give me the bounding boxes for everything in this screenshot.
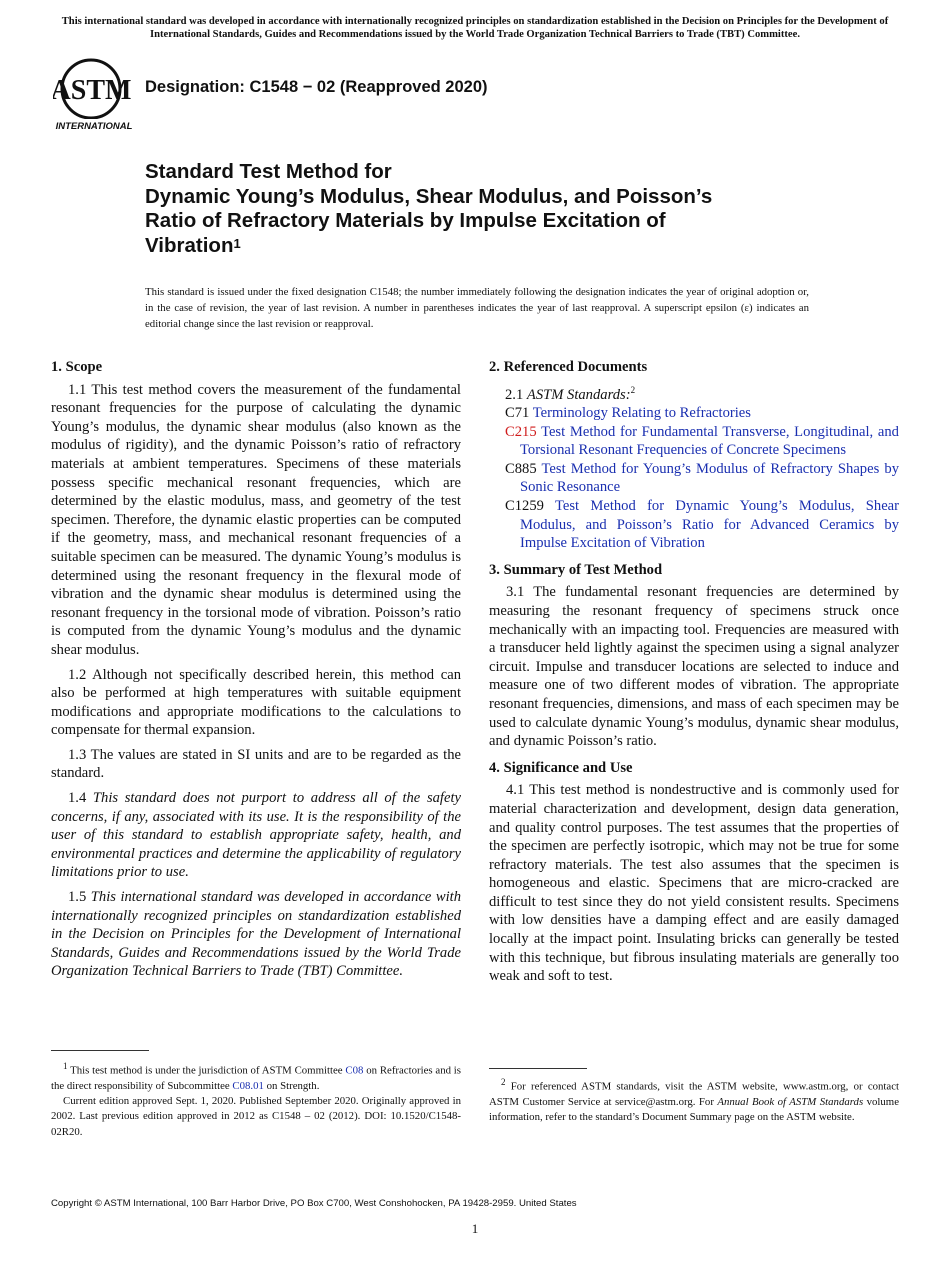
page-number: 1 [471, 1221, 479, 1236]
footnote-rule [51, 1050, 149, 1051]
astm-standards-label [489, 381, 899, 404]
footnote-2-text [489, 1075, 899, 1125]
title-line-3: Ratio of Refractory Materials by Impulse Excitation of [145, 209, 666, 232]
astm-standards-text: ASTM Standards: [526, 386, 631, 403]
para-1-4-num: 1.4 [68, 790, 87, 807]
logo-subtext: INTERNATIONAL [55, 121, 133, 132]
footnote-1-text-a: This test method is under the jurisdiction of ASTM Committee [70, 1064, 343, 1077]
right-column [489, 358, 899, 992]
footnote-1 [51, 1050, 461, 1140]
title-line-4-text: Vibration [145, 233, 234, 257]
designation: Designation: C1548 − 02 (Reapproved 2020) [145, 78, 488, 96]
footnote-2 [489, 1068, 899, 1125]
para-1-4-text: This standard does not purport to address all of the safety concerns, if any, associated with its use. It is the responsibility of the user of this standard to establish appropriate safety, health, and environmental practices and determine the applicability of regulatory limitations prior to use. [51, 790, 461, 881]
ref-item [489, 404, 899, 423]
ref-link[interactable]: Test Method for Dynamic Young’s Modulus, Shear Modulus, and Poisson’s Ratio for Advanced Ceramics by Impulse Excitation of Vibration [520, 498, 900, 552]
ref-item [489, 423, 899, 460]
title-line-4 [145, 234, 865, 259]
link-c08-01[interactable]: C08.01 [232, 1079, 264, 1092]
para-1-3: 1.3 The values are stated in SI units and are to be regarded as the standard. [51, 746, 461, 782]
para-1-5 [51, 888, 461, 981]
astm-standards-marker[interactable]: 2 [630, 384, 636, 395]
para-1-5-num: 1.5 [68, 889, 87, 906]
title-line-2: Dynamic Young’s Modulus, Shear Modulus, and Poisson’s [145, 184, 713, 208]
footnote-1-jurisdiction [51, 1059, 461, 1094]
logo-text: ASTM [53, 75, 132, 106]
footnote-2-marker: 2 [501, 1077, 506, 1087]
copyright: Copyright © ASTM International, 100 Barr Harbor Drive, PO Box C700, West Conshohocken, PA 19428-2959. United States [51, 1198, 577, 1209]
astm-international-logo [53, 57, 135, 133]
astm-standards-num: 2.1 [505, 386, 524, 403]
footnote-2-text-a: For referenced ASTM standards, visit the ASTM website, www.astm.org, or contact ASTM Customer Service at service@astm.org. For [489, 1080, 899, 1108]
footnote-2-italic: Annual Book of ASTM Standards [717, 1095, 864, 1108]
link-c08[interactable]: C08 [345, 1064, 364, 1077]
ref-link[interactable]: Test Method for Young’s Modulus of Refractory Shapes by Sonic Resonance [520, 460, 899, 496]
spacer [489, 553, 899, 561]
ref-link[interactable]: Terminology Relating to Refractories [532, 405, 751, 422]
ref-code: C215 [505, 423, 537, 440]
footnote-rule [489, 1068, 587, 1069]
para-1-1: 1.1 This test method covers the measurement of the fundamental resonant frequencies for the purpose of calculating the dynamic Young’s modulus, the dynamic shear modulus (also known as the modulus of rigidity), and the dynamic Poisson’s ratio of refractory materials at ambient temperatures. Specimens of these materials possess specific mechanical resonant frequencies, which are determined by the elastic modulus, mass, and geometry of the test specimen. Therefore, the dynamic elastic properties can be computed if the geometry, mass, and mechanical resonant frequencies of a suitable specimen can be measured. The dynamic Young’s modulus is determined using the resonant frequency in the flexural mode of vibration and the dynamic shear modulus is determined using the resonant frequency in the torsional mode of vibration. Poisson’s ratio is computed from the dynamic Young’s modulus and the dynamic shear modulus. [51, 381, 461, 658]
preamble: This standard is issued under the fixed designation C1548; the number immediately following the designation indicates the year of original adoption or, in the case of revision, the year of last revision. A number in parentheses indicates the year of last reapproval. A superscript epsilon (ε) indicates an editorial change since the last revision or reapproval. [145, 286, 809, 330]
title-footnote-marker[interactable]: 1 [233, 235, 241, 251]
ref-item [489, 460, 899, 497]
summary-heading: 3. Summary of Test Method [489, 561, 663, 578]
para-1-4 [51, 789, 461, 882]
document-title [145, 160, 865, 258]
para-1-2: 1.2 Although not specifically described herein, this method can also be performed at high temperatures with suitable equipment modifications and appropriate modifications to the calculations to compensate for thermal expansion. [51, 666, 461, 739]
para-1-5-text: This international standard was developed in accordance with internationally recognized principles on standardization established in the Decision on Principles for the Development of International Standards, Guides and Recommendations issued by the World Trade Organization Technical Barriers to Trade (TBT) Committee. [51, 889, 462, 980]
ref-item [489, 497, 899, 553]
footnote-1-marker: 1 [63, 1061, 68, 1071]
footnote-2-text-b: volume information, refer to the standard’s Document Summary page on the ASTM website. [489, 1095, 899, 1124]
title-line-1: Standard Test Method for [145, 160, 392, 183]
ref-code: C1259 [505, 498, 544, 515]
para-3-1: 3.1 The fundamental resonant frequencies are determined by measuring the resonant frequency of specimens struck once mechanically with an impacting tool. Frequencies are measured with a transducer held lightly against the specimen using a signal analyzer circuit. Impulse and transducer locations are selected to induce and measure one of two different modes of vibration. The appropriate resonant frequencies, dimensions, and mass of each specimen may be used to calculate dynamic Young’s modulus, dynamic shear modulus, and dynamic Poisson’s ratio. [489, 584, 899, 750]
scope-heading: 1. Scope [51, 359, 103, 375]
significance-heading: 4. Significance and Use [489, 759, 633, 776]
ref-link[interactable]: Test Method for Fundamental Transverse, Longitudinal, and Torsional Resonant Frequencies of Concrete Specimens [520, 423, 899, 459]
ref-code: C885 [505, 460, 537, 477]
ref-code: C71 [505, 405, 530, 422]
referenced-heading: 2. Referenced Documents [489, 359, 648, 375]
top-notice: This international standard was developed in accordance with internationally recognized principles on standardization established in the Decision on Principles for the Development of International Standards, Guides and Recommendations issued by the World Trade Organization Technical Barriers to Trade (TBT) Committee. [61, 16, 889, 40]
footnote-1-edition: Current edition approved Sept. 1, 2020. Published September 2020. Originally approved in 2002. Last previous edition approved in 2012 as C1548 – 02 (2012). DOI: 10.1520/C1548-02R20. [51, 1095, 461, 1138]
footnote-1-text-c: on Strength. [266, 1079, 320, 1092]
left-column [51, 358, 461, 987]
para-4-1: 4.1 This test method is nondestructive and is commonly used for material characterization and development, design data generation, and quality control purposes. The test assumes that the properties of the specimen are perfectly isotropic, which may not be true for some refractory materials. The test also assumes that the specimen is homogeneous and elastic. Specimens that are micro-cracked are difficult to test since they do not yield consistent results. Specimens with low densities have a damping effect and are easily damaged locally at the impact point. Insulating bricks can generally be tested with this technique, but fibrous insulating materials are generally too weak and soft to test. [489, 782, 899, 985]
footnote-1-text-b: on Refractories and is the direct responsibility of Subcommittee [51, 1064, 462, 1092]
